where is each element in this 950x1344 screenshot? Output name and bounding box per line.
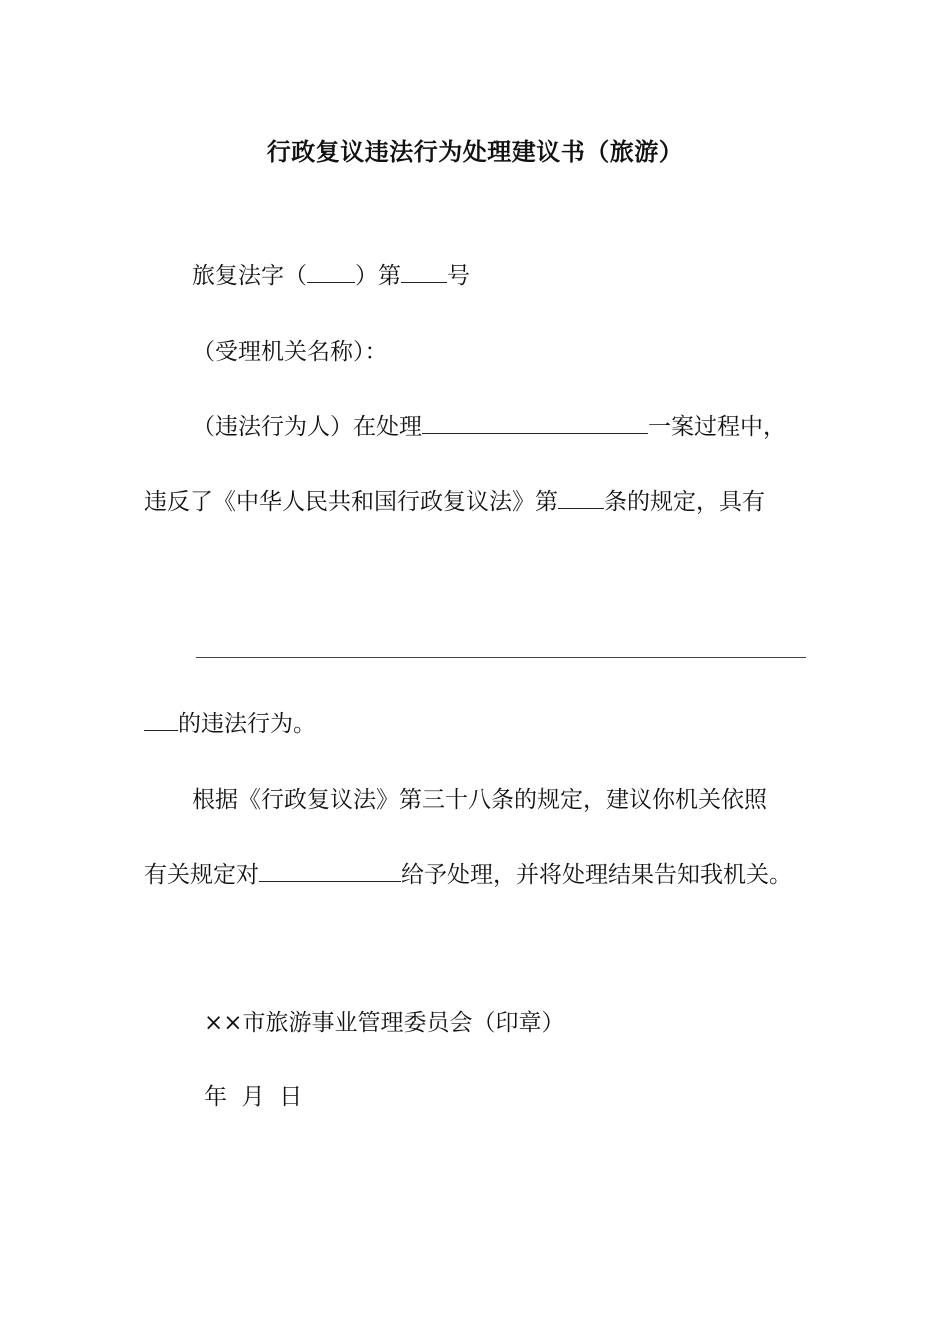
issuer-signature: ××市旅游事业管理委员会（印章） [204,1010,565,1036]
paragraph1-line1 [192,411,786,442]
doc-number-line [192,260,470,291]
violator-name-blank[interactable] [259,859,401,882]
paragraph1-line2-end: 条的规定，具有 [604,489,765,515]
paragraph1-line3-end: 的违法行为。 [178,711,316,737]
paragraph2-line2 [144,859,792,890]
doc-number-blank[interactable] [401,260,447,283]
article-number-blank[interactable] [558,486,604,509]
document-title: 行政复议违法行为处理建议书（旅游） [266,137,684,166]
doc-number-year-blank[interactable] [307,260,355,283]
paragraph2-line1: 根据《行政复议法》第三十八条的规定，建议你机关依照 [192,787,767,813]
violation-description-blank[interactable] [196,657,806,658]
signature-date: 年 月 日 [204,1084,303,1110]
paragraph1-line3 [144,708,316,739]
case-name-blank[interactable] [422,411,648,434]
recipient-line: （受理机关名称）： [192,339,388,365]
doc-number-suffix: 号 [447,263,470,289]
paragraph1-line1-start: （违法行为人）在处理 [192,414,422,440]
doc-number-prefix: 旅复法字（ [192,263,307,289]
paragraph1-line1-end: 一案过程中， [648,414,786,440]
paragraph2-line2-start: 有关规定对 [144,862,259,888]
paragraph1-line2 [144,486,765,517]
paragraph2-line2-end: 给予处理，并将处理结果告知我机关。 [401,862,792,888]
paragraph1-line2-start: 违反了《中华人民共和国行政复议法》第 [144,489,558,515]
doc-number-middle: ）第 [355,263,401,289]
violation-description-blank-end[interactable] [144,708,178,731]
